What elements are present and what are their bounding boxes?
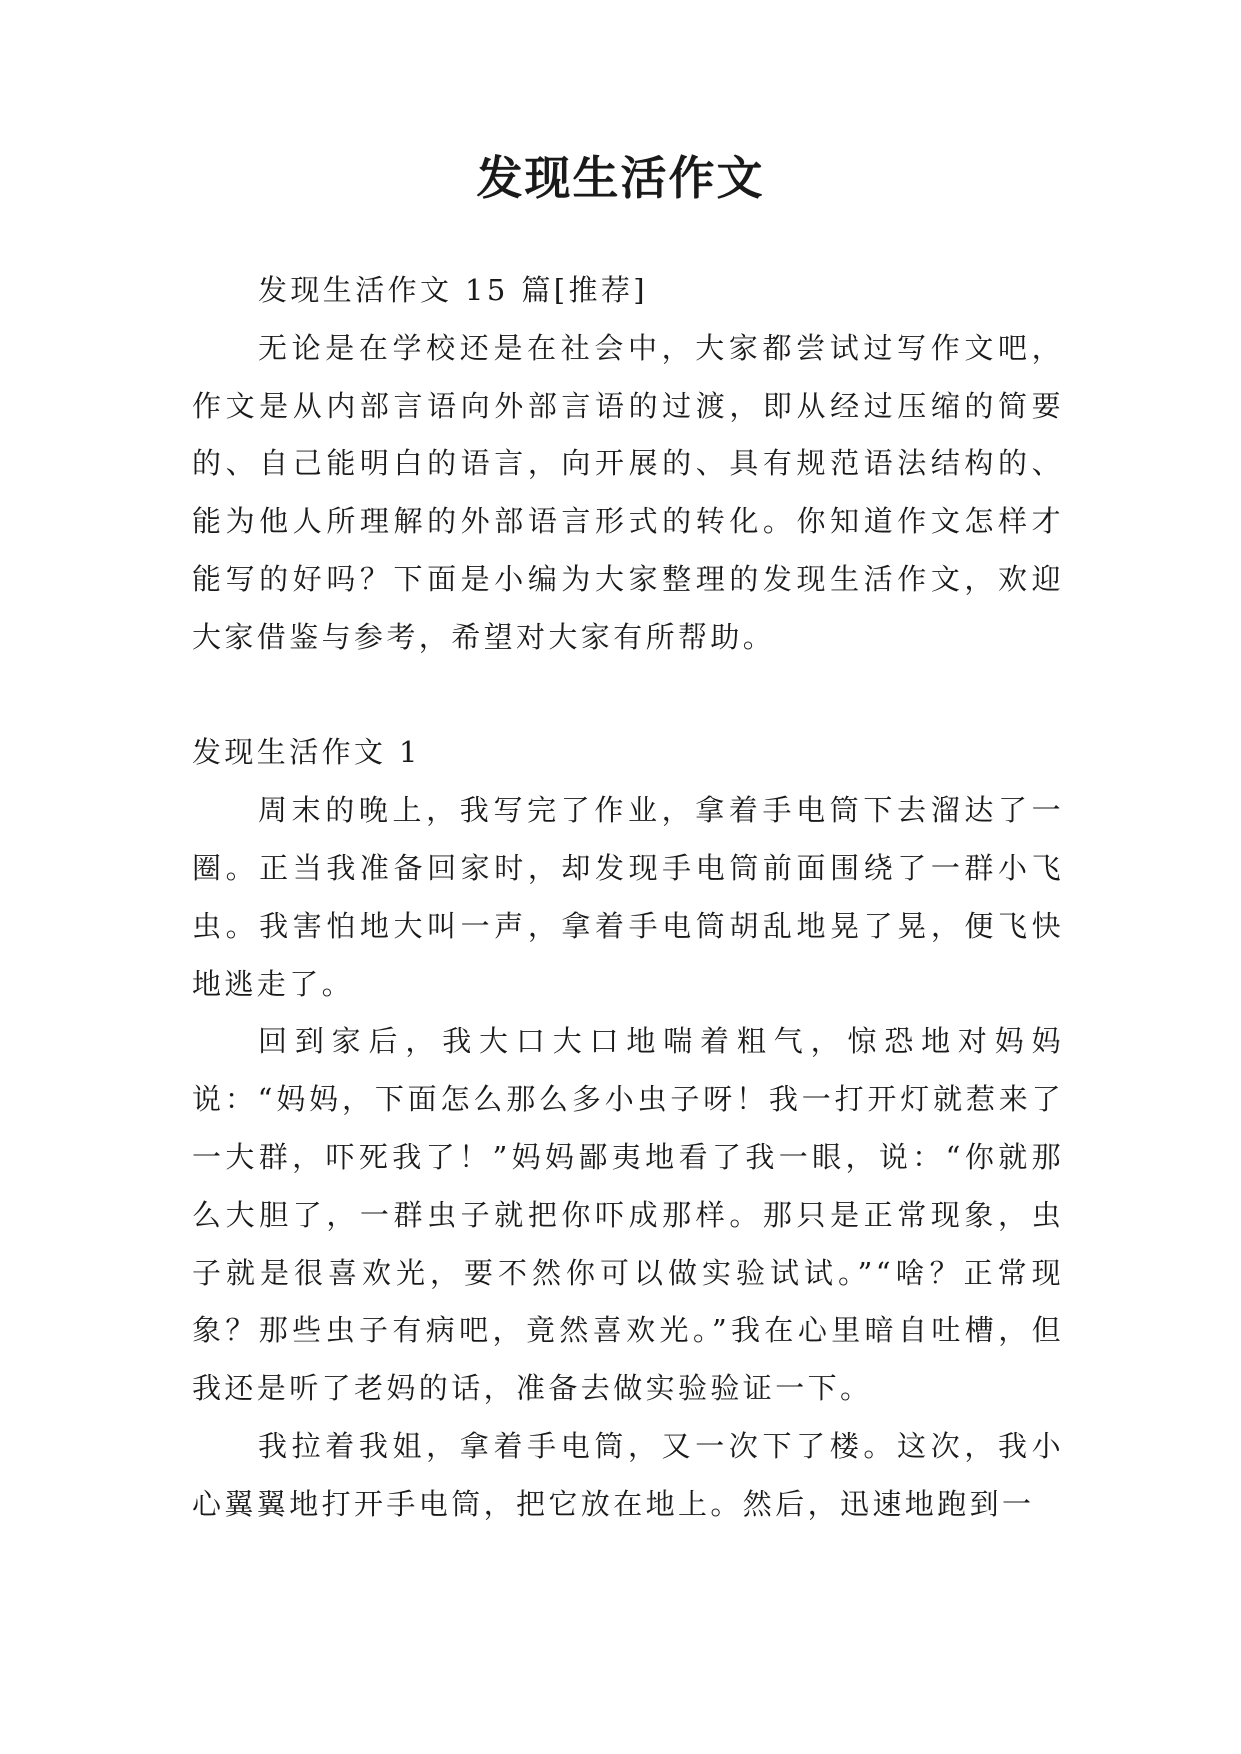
section-spacer — [192, 667, 1064, 725]
section-heading: 发现生活作文 1 — [192, 735, 421, 770]
section-paragraph-2: 回到家后，我大口大口地喘着粗气，惊恐地对妈妈说：“妈妈，下面怎么那么多小虫子呀！我一打开灯就惹来了一大群，吓死我了！”妈妈鄙夷地看了我一眼，说：“你就那么大胆了，一群虫子就把你吓成那样。那只是正常现象，虫子就是很喜欢光，要不然你可以做实验试试。”“啥？正常现象？那些虫子有病吧，竟然喜欢光。”我在心里暗自吐槽，但我还是听了老妈的话，准备去做实验验证一下。 — [192, 1024, 1064, 1406]
document-subtitle: 发现生活作文 15 篇[推荐] — [258, 273, 648, 307]
section-paragraph-3: 我拉着我姐，拿着手电筒，又一次下了楼。这次，我小心翼翼地打开手电筒，把它放在地上。然后，迅速地跑到一 — [192, 1428, 1064, 1521]
document-title: 发现生活作文 — [476, 151, 765, 205]
document-body — [192, 262, 1064, 1534]
intro-paragraph: 无论是在学校还是在社会中，大家都尝试过写作文吧，作文是从内部言语向外部言语的过渡，即从经过压缩的简要的、自己能明白的语言，向开展的、具有规范语法结构的、能为他人所理解的外部语言形式的转化。你知道作文怎样才能写的好吗？下面是小编为大家整理的发现生活作文，欢迎大家借鉴与参考，希望对大家有所帮助。 — [192, 330, 1064, 654]
section-paragraph-1: 周末的晚上，我写完了作业，拿着手电筒下去溜达了一圈。正当我准备回家时，却发现手电筒前面围绕了一群小飞虫。我害怕地大叫一声，拿着手电筒胡乱地晃了晃，便飞快地逃走了。 — [192, 793, 1064, 1001]
